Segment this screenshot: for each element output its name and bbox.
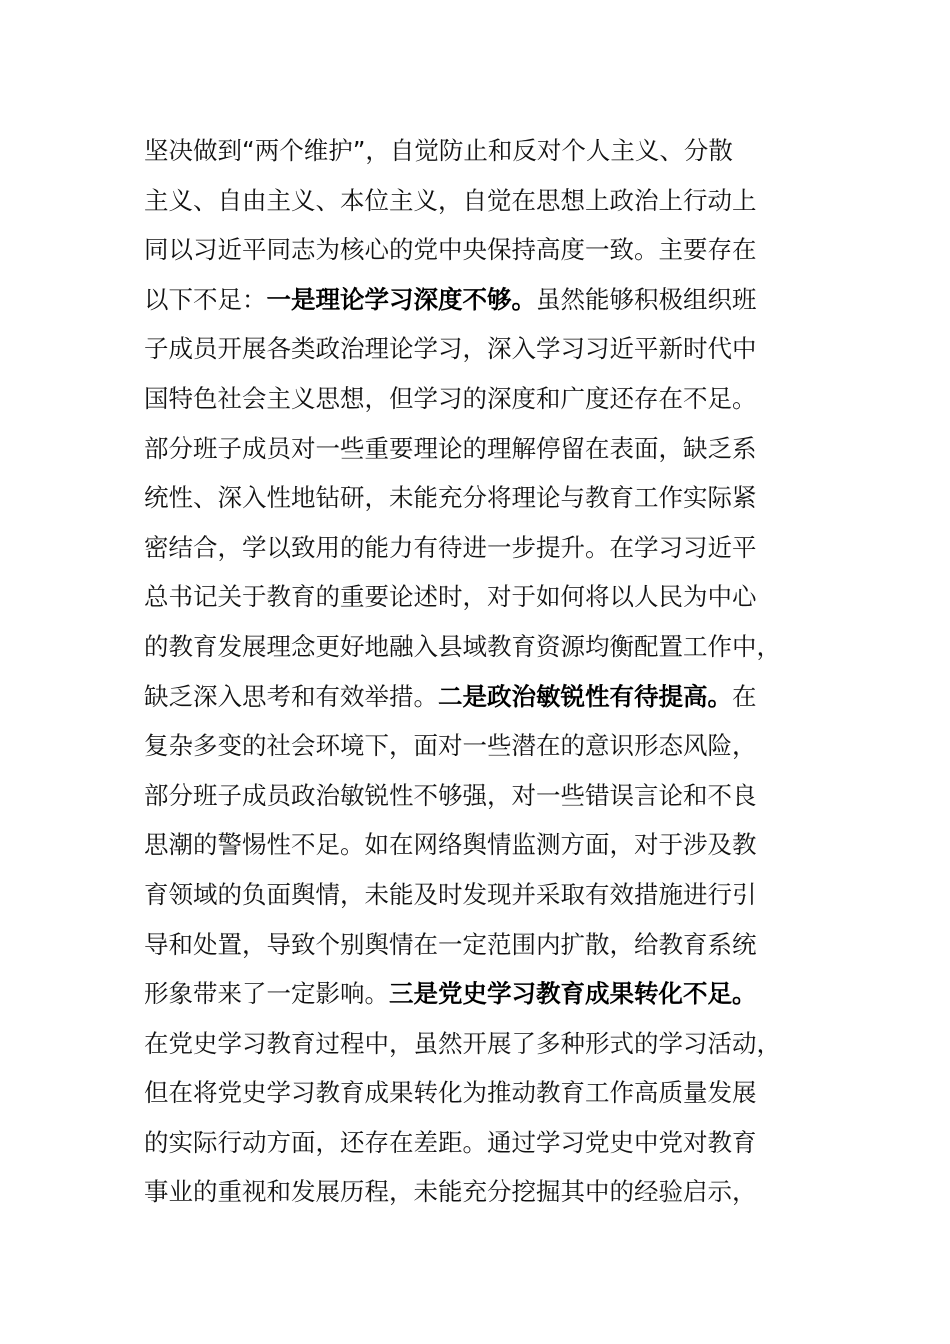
heading-point-two: 二是政治敏锐性有待提高。: [438, 681, 732, 711]
body-paragraph: [144, 126, 824, 1217]
text-run: 在 复杂多变的社会环境下，面对一些潜在的意识形态风险， 部分班子成员政治敏锐性不够强，对一些错误言论和不良 思潮的警惕性不足。如在网络舆情监测方面，对于涉及教 育领域的负面舆情，未能及时发现并采取有效措施进行引 导和处置，导致个别舆情在一定范围内扩散，给教育系统 形象带来了一定影响。: [144, 681, 757, 1009]
text-run: 在党史学习教育过程中，虽然开展了多种形式的学习活动， 但在将党史学习教育成果转化为推动教育工作高质量发展 的实际行动方面，还存在差距。通过学习党史中党对教育 事业的重视和发展历程，未能充分挖掘其中的经验启示，: [144, 1028, 781, 1207]
text-run: 虽然能够积极组织班 子成员开展各类政治理论学习，深入学习习近平新时代中 国特色社会主义思想，但学习的深度和广度还存在不足。 部分班子成员对一些重要理论的理解停留在表面，缺乏系 统性、深入性地钻研，未能充分将理论与教育工作实际紧 密结合，学以致用的能力有待进一步提升。在学习习近平 总书记关于教育的重要论述时，对于如何将以人民为中心 的教育发展理念更好地融入县域教育资源均衡配置工作中， 缺乏深入思考和有效举措。: [144, 284, 781, 711]
heading-point-one: 一是理论学习深度不够。: [266, 284, 536, 314]
heading-point-three: 三是党史学习教育成果转化不足。: [389, 979, 757, 1009]
text-run: 坚决做到“两个维护”，自觉防止和反对个人主义、分散 主义、自由主义、本位主义，自觉在思想上政治上行动上 同以习近平同志为核心的党中央保持高度一致。主要存在 以下不足：: [144, 136, 757, 314]
